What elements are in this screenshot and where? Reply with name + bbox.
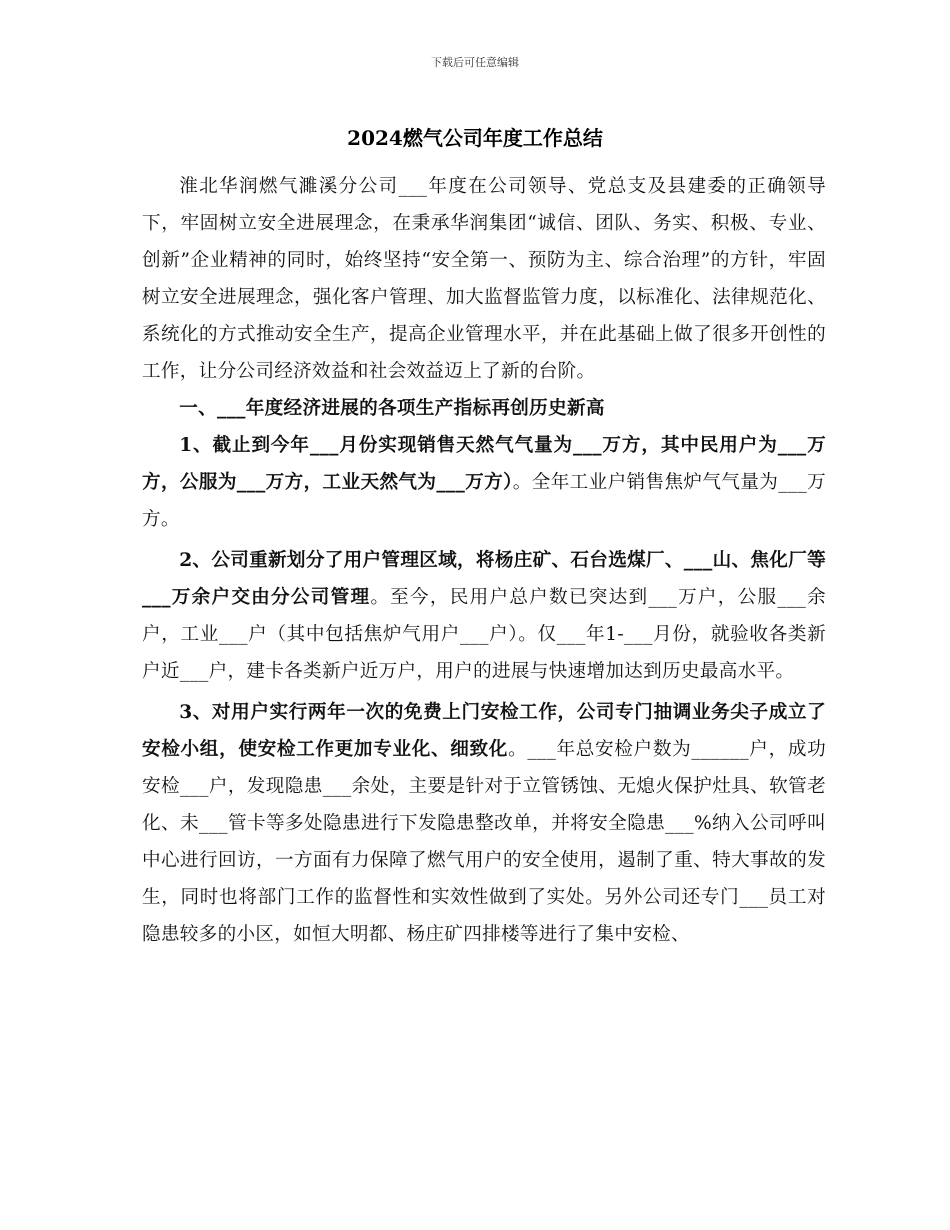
section-heading: 一、___年度经济进展的各项生产指标再创历史新高 [179,398,605,419]
item-1-normal-text: 。全年工业户销售焦炉气气量为___万方。 [142,472,826,530]
intro-paragraph: 淮北华润燃气濉溪分公司___年度在公司领导、党总支及县建委的正确领导下，牢固树立安全进展理念，在秉承华润集团“诚信、团队、务实、积极、专业、创新”企业精神的同时，始终坚持“安全第一、预防为主、综合治理”的方针，牢固树立安全进展理念，强化客户管理、加大监督监管力度，以标准化、法律规范化、系统化的方式推动安全生产，提高企业管理水平，并在此基础上做了很多开创性的工作，让分公司经济效益和社会效益迈上了新的台阶。 [142,176,826,382]
item-3-paragraph [142,694,826,953]
item-2-bold-text: 2、公司重新划分了用户管理区域，将杨庄矿、石台选煤厂、___山、焦化厂等___万余户交由分公司管理 [142,550,826,608]
document-body [142,168,826,953]
item-2-normal-text: 。至今，民用户总户数已突达到___万户，公服___余户，工业___户（其中包括焦炉气用户___户）。仅___年1-___月份，就验收各类新户近___户，建卡各类新户近万户，用户的进展与快速增加达到历史最高水平。 [142,587,826,682]
page-header: 下载后可任意编辑 [431,56,519,69]
document-title: 2024燃气公司年度工作总结 [347,126,603,150]
item-1-bold-text: 1、截止到今年___月份实现销售天然气气量为___万方，其中民用户为___万方，公服为___万方，工业天然气为___万方） [142,435,826,493]
item-1-paragraph [142,427,826,538]
item-3-bold-text: 3、对用户实行两年一次的免费上门安检工作，公司专门抽调业务尖子成立了安检小组，使安检工作更加专业化、细致化 [142,702,826,760]
item-3-normal-text: 。___年总安检户数为______户，成功安检___户，发现隐患___余处，主要是针对于立管锈蚀、无熄火保护灶具、软管老化、未___管卡等多处隐患进行下发隐患整改单，并将安全隐患___%纳入公司呼叫中心进行回访，一方面有力保障了燃气用户的安全使用，遏制了重、特大事故的发生，同时也将部门工作的监督性和实效性做到了实处。另外公司还专门___员工对隐患较多的小区，如恒大明都、杨庄矿四排楼等进行了集中安检、 [142,739,826,945]
item-2-paragraph [142,542,826,690]
